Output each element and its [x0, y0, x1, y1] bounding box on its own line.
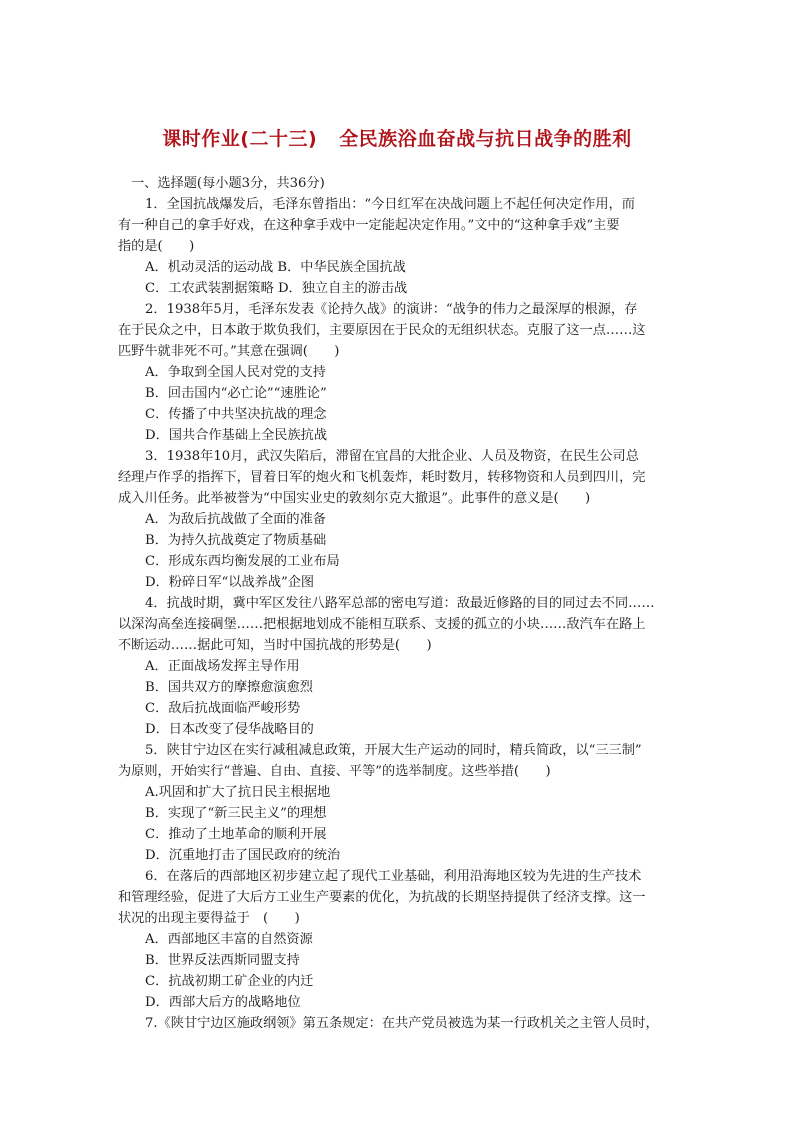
option-line: D．西部大后方的战略地位: [145, 995, 301, 1010]
text-line: 4．抗战时期，冀中军区发往八路军总部的密电写道：敌最近修路的目的同过去不同……: [145, 596, 655, 611]
option-line: D．沉重地打击了国民政府的统治: [145, 848, 341, 863]
option-line: B．世界反法西斯同盟支持: [145, 953, 300, 968]
option-line: C．推动了土地革命的顺利开展: [145, 827, 327, 842]
option-line: A．西部地区丰富的自然资源: [145, 932, 313, 947]
option-line: A．争取到全国人民对党的支持: [145, 365, 326, 380]
title-part-1: 课时作业(二十三): [162, 128, 318, 150]
option-line: A．正面战场发挥主导作用: [145, 659, 300, 674]
text-line: 在于民众之中，日本敢于欺负我们，主要原因在于民众的无组织状态。克服了这一点……这: [118, 323, 646, 338]
option-line: D．日本改变了侵华战略目的: [145, 722, 314, 737]
text-line: 不断运动……据此可知，当时中国抗战的形势是( ): [118, 638, 432, 653]
text-line: 指的是( ): [118, 239, 195, 254]
page-title: [0, 124, 794, 151]
text-line: 以深沟高垒连接碉堡……把根据地划成不能相互联系、支援的孤立的小块……敌汽车在路上: [118, 617, 646, 632]
option-line: D．粉碎日军“以战养战”企图: [145, 575, 315, 590]
option-line: B．国共双方的摩擦愈演愈烈: [145, 680, 313, 695]
section-header: 一、选择题(每小题3分，共36分): [131, 176, 325, 191]
text-line: 6．在落后的西部地区初步建立起了现代工业基础，利用沿海地区较为先进的生产技术: [145, 869, 642, 884]
text-line: 1．全国抗战爆发后，毛泽东曾指出：“今日红军在决战问题上不起任何决定作用，而: [145, 197, 635, 212]
option-line: C．形成东西均衡发展的工业布局: [145, 554, 340, 569]
text-line: 5．陕甘宁边区在实行减租减息政策，开展大生产运动的同时，精兵简政，以“三三制”: [145, 743, 642, 758]
option-line: A．为敌后抗战做了全面的准备: [145, 512, 326, 527]
option-line: C．传播了中共坚决抗战的理念: [145, 407, 327, 422]
title-part-2: 全民族浴血奋战与抗日战争的胜利: [339, 128, 632, 150]
text-line: 2．1938年5月，毛泽东发表《论持久战》的演讲：“战争的伟力之最深厚的根源，存: [145, 302, 638, 317]
text-line: 3．1938年10月，武汉失陷后，滞留在宜昌的大批企业、人员及物资，在民生公司总: [145, 449, 639, 464]
option-line: C．敌后抗战面临严峻形势: [145, 701, 301, 716]
text-line: 状况的出现主要得益于 ( ): [118, 911, 300, 926]
text-line: 有一种自己的拿手好戏，在这种拿手戏中一定能起决定作用。”文中的“这种拿手戏”主要: [118, 218, 620, 233]
option-line: B．为持久抗战奠定了物质基础: [145, 533, 327, 548]
text-line: 成入川任务。此举被誉为“中国实业史的敦刻尔克大撤退”。此事件的意义是( ): [118, 491, 591, 506]
option-line: D．国共合作基础上全民族抗战: [145, 428, 328, 443]
text-line: 经理卢作孚的指挥下，冒着日军的炮火和飞机轰炸，耗时数月，转移物资和人员到四川，完: [118, 470, 646, 485]
option-line: A.巩固和扩大了抗日民主根据地: [145, 785, 331, 800]
option-line: B．回击国内“必亡论”“速胜论”: [145, 386, 327, 401]
option-line: A．机动灵活的运动战 B．中华民族全国抗战: [145, 260, 406, 275]
text-line: 和管理经验，促进了大后方工业生产要素的优化，为抗战的长期坚持提供了经济支撑。这一: [118, 890, 646, 905]
option-line: B．实现了“新三民主义”的理想: [145, 806, 327, 821]
option-line: C．工农武装割据策略 D．独立自主的游击战: [145, 281, 408, 296]
text-line: 7.《陕甘宁边区施政纲领》第五条规定：在共产党员被选为某一行政机关之主管人员时，: [145, 1016, 659, 1031]
option-line: C．抗战初期工矿企业的内迁: [145, 974, 314, 989]
text-line: 匹野牛就非死不可。”其意在强调( ): [118, 344, 340, 359]
text-line: 为原则，开始实行“普遍、自由、直接、平等”的选举制度。这些举措( ): [118, 764, 551, 779]
